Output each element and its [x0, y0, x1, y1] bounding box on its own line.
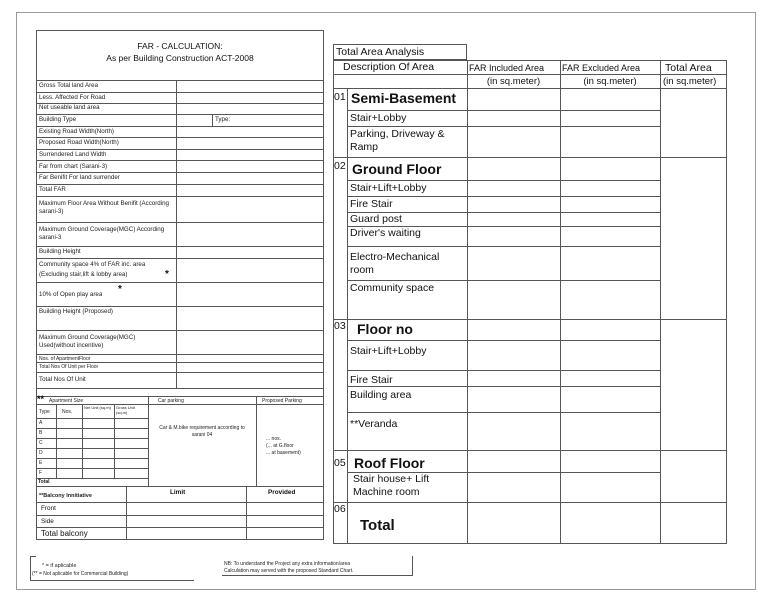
excluded-unit: (in sq.meter)	[583, 76, 637, 87]
balcony-limit: Limit	[170, 489, 186, 496]
semi-stair-lobby: Stair+Lobby	[350, 112, 407, 124]
ground-fire-stair: Fire Stair	[350, 198, 393, 210]
far-row-existing-road: Existing Road Width(North)	[39, 128, 114, 135]
section-number-05: 05	[334, 457, 346, 469]
far-row-building-type: Building Type	[39, 116, 77, 123]
apartment-type-d: D	[39, 450, 43, 456]
apartment-type-e: E	[39, 460, 43, 466]
apartment-col-type: Type	[39, 409, 50, 415]
far-row-surrendered: Surrendered Land Width	[39, 151, 107, 158]
apartment-col-gross: Gross Unit (sq.m)	[116, 405, 135, 415]
apartment-type-c: C	[39, 440, 43, 446]
far-row-mgc: Maximum Ground Coverage(MGC) According sarani-3	[39, 226, 165, 241]
balcony-total: Total balcony	[41, 529, 88, 538]
far-type-label: Type:	[215, 116, 231, 123]
far-star-1: *	[165, 269, 169, 280]
far-row-height-proposed: Building Height (Proposed)	[39, 308, 113, 315]
far-row-total-far: Total FAR	[39, 186, 66, 193]
ground-stair-lift-lobby: Stair+Lift+Lobby	[350, 182, 427, 194]
car-parking-label: Car parking	[158, 398, 184, 404]
far-row-open-play: 10% of Open play area	[39, 291, 103, 298]
far-row-community: Community space 4% of FAR inc. area (Excluding stair,lift & lobby area)	[39, 261, 146, 278]
apartment-size-label: Apartment Size	[49, 398, 84, 404]
balcony-side: Side	[41, 518, 54, 525]
floor-stair-lift-lobby: Stair+Lift+Lobby	[350, 345, 427, 357]
far-row-net-land: Net useable land area	[39, 104, 100, 111]
far-row-road-affected: Less. Affected For Road	[39, 94, 106, 101]
footnote-aplicable: * = if aplicable	[42, 563, 77, 569]
section-number-02: 02	[334, 160, 346, 172]
area-description-header: Description Of Area	[343, 61, 435, 73]
proposed-parking-label: Proposed Parking	[262, 398, 302, 404]
area-title: Total Area Analysis	[336, 46, 425, 58]
far-row-apartment-floor: Nos. of ApartmentFloor	[39, 356, 91, 362]
far-row-mgc-used: Maximum Ground Coverage(MGC) Used(without incentive)	[39, 334, 136, 349]
ground-community-space: Community space	[350, 282, 435, 294]
section-number-01: 01	[334, 91, 346, 103]
far-row-max-floor: Maximum Floor Area Without Benifit (According sarani-3)	[39, 200, 169, 215]
section-number-03: 03	[334, 320, 346, 332]
floor-building-area: Building area	[350, 389, 412, 401]
ground-guard-post: Guard post	[350, 213, 402, 225]
floor-fire-stair: Fire Stair	[350, 374, 393, 386]
far-row-far-chart: Far from chart (Sarani-3)	[39, 163, 108, 170]
semi-parking: Parking, Driveway & Ramp	[350, 128, 445, 153]
ground-driver-waiting: Driver's waiting	[350, 227, 421, 239]
far-subtitle: As per Building Construction ACT-2008	[106, 53, 254, 63]
footnote-nb-line1: NB: To understand the Project any extra information/area	[224, 561, 351, 567]
apartment-stars: **	[37, 394, 45, 404]
area-included-header: FAR Included Area	[469, 63, 545, 73]
apartment-total: Total	[38, 479, 50, 485]
far-row-far-benifit: Far Benifit For land surrender	[39, 174, 120, 181]
area-total-header: Total Area	[665, 62, 712, 74]
roof-floor-heading: Roof Floor	[354, 455, 425, 471]
far-row-gross-land: Gross Total land Area	[39, 82, 99, 89]
apartment-type-f: F	[39, 470, 43, 476]
far-title: FAR - CALCULATION:	[137, 41, 223, 51]
apartment-type-a: A	[39, 420, 43, 426]
far-row-proposed-road: Proposed Road Width(North)	[39, 139, 119, 146]
far-row-unit-per-floor: Total Nos Of Unit per Floor	[39, 364, 99, 370]
car-requirement-text: Car & M.bike requirement according to sarani 04	[159, 425, 245, 438]
floor-veranda: **Veranda	[350, 418, 398, 430]
balcony-title: **Balcony Innitiative	[39, 493, 92, 499]
included-unit: (in sq.meter)	[486, 76, 541, 87]
ground-floor-heading: Ground Floor	[352, 161, 442, 177]
ground-electro-mechanical: Electro-Mechanical room	[350, 251, 440, 276]
parking-basement: ... at basement)	[266, 450, 301, 456]
area-total-label: Total	[360, 517, 395, 534]
apartment-col-net: Net Unit (sq.m)	[84, 405, 111, 410]
balcony-front: Front	[41, 505, 56, 512]
semi-basement-heading: Semi-Basement	[351, 90, 457, 106]
apartment-col-nos: Nos.	[62, 409, 73, 415]
roof-stair-house: Stair house+ Lift Machine room	[353, 473, 430, 498]
apartment-type-b: B	[39, 430, 43, 436]
footnote-commercial: (** = Not aplicable for Commercial Building)	[32, 571, 129, 577]
footnote-nb-line2: Calculation may served with the proposed Standard Chart.	[224, 568, 354, 574]
far-row-total-unit: Total Nos Of Unit	[39, 376, 86, 383]
section-number-06: 06	[334, 503, 346, 515]
far-row-building-height: Building Height	[39, 248, 81, 255]
parking-ground-floor: (... at G.floor	[266, 443, 294, 449]
area-excluded-header: FAR Excluded Area	[562, 63, 641, 73]
parking-nos: ... nos.	[266, 436, 282, 442]
floor-no-heading: Floor no	[357, 321, 413, 337]
balcony-provided: Provided	[268, 489, 296, 496]
total-unit: (in sq.meter)	[663, 76, 717, 87]
far-star-2: *	[118, 284, 122, 295]
